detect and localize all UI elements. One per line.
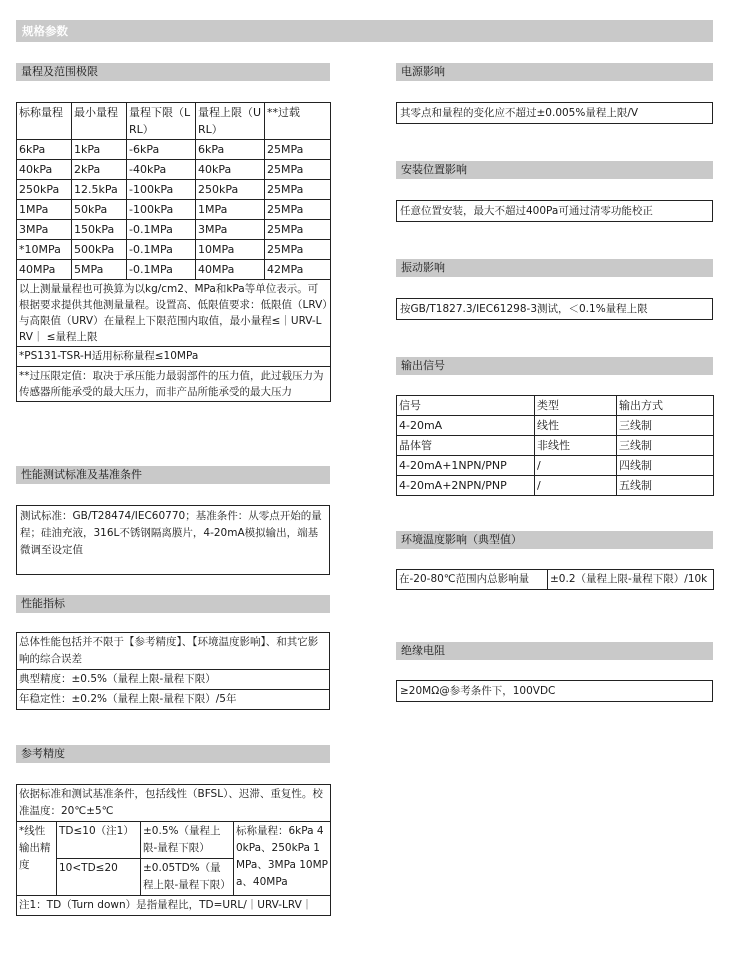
table-row bbox=[17, 220, 331, 240]
table-cell: -6kPa bbox=[127, 140, 196, 160]
range-table-header-row bbox=[17, 103, 331, 140]
table-cell: 25MPa bbox=[265, 140, 331, 160]
table-cell: 10MPa bbox=[196, 240, 265, 260]
table-cell: 5MPa bbox=[72, 260, 127, 280]
table-cell: -0.1MPa bbox=[127, 260, 196, 280]
table-row bbox=[17, 260, 331, 280]
table-cell: 3MPa bbox=[196, 220, 265, 240]
header-type: 类型 bbox=[535, 396, 617, 416]
table-cell: 40MPa bbox=[17, 260, 72, 280]
table-row bbox=[17, 180, 331, 200]
table-cell: 250kPa bbox=[17, 180, 72, 200]
table-cell: 2kPa bbox=[72, 160, 127, 180]
table-row bbox=[17, 690, 330, 710]
table-cell: / bbox=[535, 456, 617, 476]
table-cell: 3MPa bbox=[17, 220, 72, 240]
table-row bbox=[397, 416, 714, 436]
accuracy-label: *线性输出精度 bbox=[17, 822, 57, 896]
temperature-condition: 在-20-80℃范围内总影响量 bbox=[397, 570, 548, 590]
accuracy-value-1: ±0.5%（量程上限-量程下限） bbox=[141, 822, 234, 859]
table-cell: 42MPa bbox=[265, 260, 331, 280]
table-cell: 1kPa bbox=[72, 140, 127, 160]
table-cell: 4-20mA+2NPN/PNP bbox=[397, 476, 535, 496]
header-nominal-range: 标称量程 bbox=[17, 103, 72, 140]
table-cell: -40kPa bbox=[127, 160, 196, 180]
table-cell: 40MPa bbox=[196, 260, 265, 280]
accuracy-intro: 依据标准和测试基准条件，包括线性（BFSL）、迟滞、重复性。校准温度：20℃±5℃ bbox=[17, 785, 331, 822]
table-row bbox=[397, 476, 714, 496]
section-heading-accuracy: 参考精度 bbox=[16, 745, 330, 763]
table-row bbox=[17, 670, 330, 690]
range-note-overload: **过压限定值：取决于承压能力最弱部件的压力值，此过载压力为传感器所能承受的最大压力，而非产品所能承受的最大压力 bbox=[17, 367, 331, 402]
section-heading-power: 电源影响 bbox=[396, 63, 713, 81]
power-text: 其零点和量程的变化应不超过±0.005%量程上限/V bbox=[396, 102, 713, 124]
table-cell: -0.1MPa bbox=[127, 240, 196, 260]
table-row bbox=[17, 822, 331, 859]
accuracy-note: 注1：TD（Turn down）是指量程比，TD=URL/｜URV-LRV｜ bbox=[17, 896, 331, 916]
table-cell: 12.5kPa bbox=[72, 180, 127, 200]
accuracy-condition-2: 10<TD≤20 bbox=[57, 859, 141, 896]
table-row bbox=[397, 456, 714, 476]
table-row bbox=[17, 896, 331, 916]
table-cell: 500kPa bbox=[72, 240, 127, 260]
range-note-row bbox=[17, 280, 331, 347]
output-table-header-row bbox=[397, 396, 714, 416]
section-heading-test-standard: 性能测试标准及基准条件 bbox=[16, 466, 330, 484]
table-row bbox=[17, 633, 330, 670]
range-table bbox=[16, 102, 331, 402]
section-heading-mounting: 安装位置影响 bbox=[396, 161, 713, 179]
table-cell: / bbox=[535, 476, 617, 496]
temperature-value: ±0.2（量程上限-量程下限）/10k bbox=[548, 570, 714, 590]
performance-overall: 总体性能包括并不限于【参考精度】、【环境温度影响】、和其它影响的综合误差 bbox=[17, 633, 330, 670]
section-heading-vibration: 振动影响 bbox=[396, 259, 713, 277]
accuracy-value-2: ±0.05TD%（量程上限-量程下限） bbox=[141, 859, 234, 896]
table-cell: 25MPa bbox=[265, 220, 331, 240]
section-heading-range: 量程及范围极限 bbox=[16, 63, 330, 81]
table-cell: -0.1MPa bbox=[127, 220, 196, 240]
table-cell: -100kPa bbox=[127, 180, 196, 200]
table-cell: 6kPa bbox=[17, 140, 72, 160]
range-note-ps131: *PS131-TSR-H适用标称量程≤10MPa bbox=[17, 347, 331, 367]
section-heading-output: 输出信号 bbox=[396, 357, 713, 375]
accuracy-condition-1: TD≤10（注1） bbox=[57, 822, 141, 859]
table-cell: 25MPa bbox=[265, 180, 331, 200]
table-cell: 40kPa bbox=[196, 160, 265, 180]
header-min-range: 最小量程 bbox=[72, 103, 127, 140]
table-cell: 三线制 bbox=[617, 436, 714, 456]
table-row bbox=[17, 200, 331, 220]
table-cell: 非线性 bbox=[535, 436, 617, 456]
page-title: 规格参数 bbox=[16, 20, 713, 42]
table-cell: 25MPa bbox=[265, 200, 331, 220]
header-url: 量程上限（URL） bbox=[196, 103, 265, 140]
table-row bbox=[397, 570, 714, 590]
table-row bbox=[397, 436, 714, 456]
section-heading-insulation: 绝缘电阻 bbox=[396, 642, 713, 660]
table-cell: 4-20mA bbox=[397, 416, 535, 436]
range-note-units: 以上测量量程也可换算为以kg/cm2、MPa和kPa等单位表示。可根据要求提供其他测量量程。设置高、低限值要求：低限值（LRV）与高限值（URV）在量程上下限范围内取值，最小量程≤｜URV-LRV｜ ≤量程上限 bbox=[17, 280, 331, 347]
table-cell: 1MPa bbox=[196, 200, 265, 220]
range-note-row bbox=[17, 347, 331, 367]
section-heading-temperature: 环境温度影响（典型值） bbox=[396, 531, 713, 549]
test-standard-text: 测试标准：GB/T28474/IEC60770；基准条件：从零点开始的量程；硅油充液，316L不锈钢隔离膜片，4-20mA模拟输出，端基微调至设定值 bbox=[16, 505, 330, 575]
header-output-mode: 输出方式 bbox=[617, 396, 714, 416]
table-cell: 150kPa bbox=[72, 220, 127, 240]
section-heading-performance: 性能指标 bbox=[16, 595, 330, 613]
header-overload: **过载 bbox=[265, 103, 331, 140]
table-row bbox=[17, 160, 331, 180]
header-lrl: 量程下限（LRL） bbox=[127, 103, 196, 140]
table-cell: 25MPa bbox=[265, 160, 331, 180]
table-cell: 四线制 bbox=[617, 456, 714, 476]
vibration-text: 按GB/T1827.3/IEC61298-3测试，＜0.1%量程上限 bbox=[396, 298, 713, 320]
insulation-text: ≥20MΩ@参考条件下，100VDC bbox=[396, 680, 713, 702]
temperature-table bbox=[396, 569, 714, 590]
table-row bbox=[17, 240, 331, 260]
table-cell: 4-20mA+1NPN/PNP bbox=[397, 456, 535, 476]
table-cell: 晶体管 bbox=[397, 436, 535, 456]
table-row bbox=[17, 140, 331, 160]
table-cell: 25MPa bbox=[265, 240, 331, 260]
table-cell: -100kPa bbox=[127, 200, 196, 220]
accuracy-ranges: 标称量程：6kPa 40kPa、250kPa 1MPa、3MPa 10MPa、40MPa bbox=[234, 822, 331, 896]
table-cell: 6kPa bbox=[196, 140, 265, 160]
performance-annual-stability: 年稳定性：±0.2%（量程上限-量程下限）/5年 bbox=[17, 690, 330, 710]
accuracy-table bbox=[16, 784, 331, 916]
table-cell: 250kPa bbox=[196, 180, 265, 200]
table-cell: 40kPa bbox=[17, 160, 72, 180]
header-signal: 信号 bbox=[397, 396, 535, 416]
table-cell: 五线制 bbox=[617, 476, 714, 496]
table-row bbox=[17, 785, 331, 822]
performance-typical-accuracy: 典型精度：±0.5%（量程上限-量程下限） bbox=[17, 670, 330, 690]
table-cell: 50kPa bbox=[72, 200, 127, 220]
table-cell: 1MPa bbox=[17, 200, 72, 220]
table-cell: 三线制 bbox=[617, 416, 714, 436]
output-table bbox=[396, 395, 714, 496]
table-cell: 线性 bbox=[535, 416, 617, 436]
range-note-row bbox=[17, 367, 331, 402]
mounting-text: 任意位置安装，最大不超过400Pa可通过清零功能校正 bbox=[396, 200, 713, 222]
table-cell: *10MPa bbox=[17, 240, 72, 260]
performance-table bbox=[16, 632, 330, 710]
